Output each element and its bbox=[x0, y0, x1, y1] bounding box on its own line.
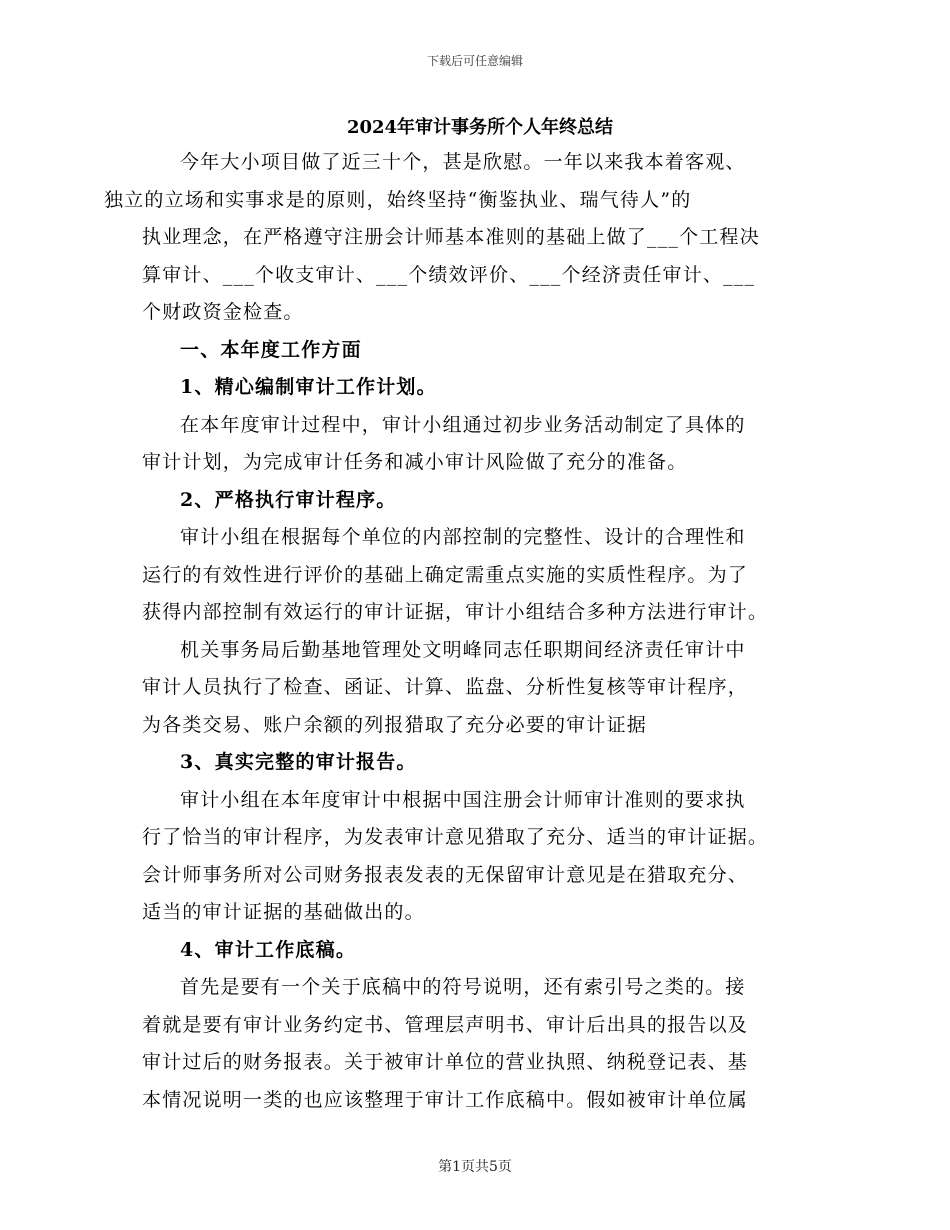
page-header: 下载后可任意编辑 bbox=[426, 54, 523, 68]
item-heading: 1、精心编制审计工作计划。 bbox=[180, 376, 437, 398]
item4-line: 本情况说明一类的也应该整理于审计工作底稿中。假如被审计单位属 bbox=[142, 1088, 749, 1111]
item4-paragraph bbox=[142, 969, 808, 1119]
item4-line: 审计过后的财务报表。关于被审计单位的营业执照、纳税登记表、基 bbox=[142, 1051, 749, 1073]
document-body bbox=[104, 112, 808, 1119]
item3-line: 审计小组在本年度审计中根据中国注册会计师审计准则的要求执 bbox=[180, 788, 746, 811]
item4-line: 着就是要有审计业务约定书、管理层声明书、审计后出具的报告以及 bbox=[142, 1013, 749, 1036]
document-title: 2024年审计事务所个人年终总结 bbox=[346, 117, 614, 138]
item2-line: 获得内部控制有效运行的审计证据，审计小组结合多种方法进行审计。 bbox=[142, 601, 769, 623]
item-heading: 3、真实完整的审计报告。 bbox=[180, 751, 417, 773]
item4-line: 首先是要有一个关于底稿中的符号说明，还有索引号之类的。接 bbox=[180, 976, 746, 998]
item2b-paragraph bbox=[142, 632, 808, 745]
item1-paragraph bbox=[142, 407, 808, 482]
item2b-line: 机关事务局后勤基地管理处文明峰同志任职期间经济责任审计中 bbox=[180, 638, 746, 661]
item3-paragraph bbox=[142, 782, 808, 932]
item2-paragraph bbox=[142, 519, 808, 632]
item-heading: 4、审计工作底稿。 bbox=[180, 938, 357, 961]
item2b-line: 审计人员执行了检查、函证、计算、监盘、分析性复核等审计程序， bbox=[142, 676, 749, 698]
intro-line: 个财政资金检查。 bbox=[142, 301, 304, 323]
intro-line: 独立的立场和实事求是的原则，始终坚持“衡鉴执业、瑞气待人”的 bbox=[104, 188, 692, 211]
item-heading: 2、严格执行审计程序。 bbox=[180, 488, 397, 511]
intro-paragraph bbox=[104, 144, 808, 332]
page-footer: 第1页共5页 bbox=[438, 1159, 512, 1175]
item2-line: 审计小组在根据每个单位的内部控制的完整性、设计的合理性和 bbox=[180, 526, 746, 548]
item2b-line: 为各类交易、账户余额的列报猎取了充分必要的审计证据 bbox=[142, 713, 648, 736]
item3-line: 行了恰当的审计程序，为发表审计意见猎取了充分、适当的审计证据。 bbox=[142, 826, 769, 848]
section-heading: 一、本年度工作方面 bbox=[180, 338, 362, 361]
item3-line: 适当的审计证据的基础做出的。 bbox=[142, 901, 425, 923]
intro-line: 算审计、___个收支审计、___个绩效评价、___个经济责任审计、___ bbox=[142, 263, 756, 286]
intro-line: 执业理念，在严格遵守注册会计师基本准则的基础上做了___个工程决 bbox=[142, 226, 760, 248]
item2-line: 运行的有效性进行评价的基础上确定需重点实施的实质性程序。为了 bbox=[142, 563, 749, 586]
intro-line: 今年大小项目做了近三十个，甚是欣慰。一年以来我本着客观、 bbox=[180, 151, 746, 173]
item1-line: 在本年度审计过程中，审计小组通过初步业务活动制定了具体的 bbox=[180, 413, 746, 436]
item1-line: 审计计划，为完成审计任务和减小审计风险做了充分的准备。 bbox=[142, 451, 688, 473]
item3-line: 会计师事务所对公司财务报表发表的无保留审计意见是在猎取充分、 bbox=[142, 863, 749, 886]
